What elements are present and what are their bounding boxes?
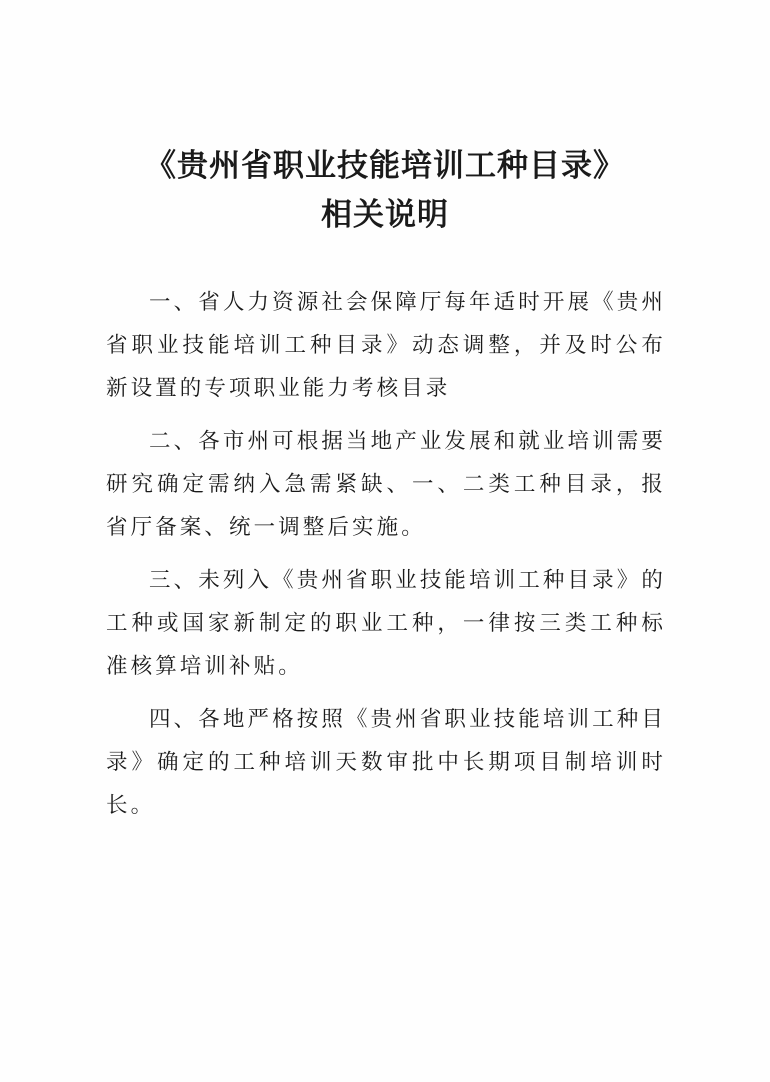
paragraph-4: 四、各地严格按照《贵州省职业技能培训工种目录》确定的工种培训天数审批中长期项目制培训时长。 xyxy=(106,707,666,818)
paragraph-3: 三、未列入《贵州省职业技能培训工种目录》的工种或国家新制定的职业工种，一律按三类工种标准核算培训补贴。 xyxy=(106,568,666,679)
document-title: 《贵州省职业技能培训工种目录》 xyxy=(145,148,625,184)
document-subtitle: 相关说明 xyxy=(321,197,449,233)
paragraph-2: 二、各市州可根据当地产业发展和就业培训需要研究确定需纳入急需紧缺、一、二类工种目录，报省厅备案、统一调整后实施。 xyxy=(106,429,666,540)
paragraph-1: 一、省人力资源社会保障厅每年适时开展《贵州省职业技能培训工种目录》动态调整，并及时公布新设置的专项职业能力考核目录 xyxy=(106,290,666,401)
